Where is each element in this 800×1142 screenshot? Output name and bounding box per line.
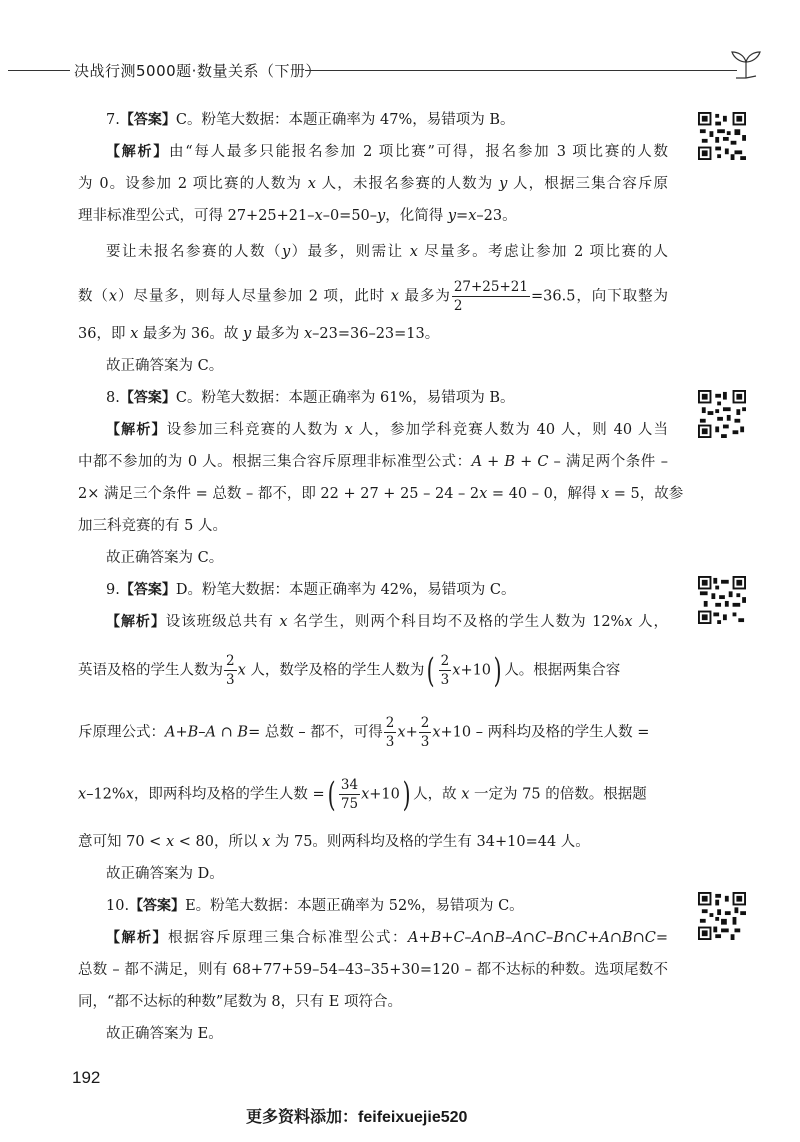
q8-analysis-line: 中都不参加的为 0 人。根据三集合容斥原理非标准型公式：A + B + C – 满足两个条件 – bbox=[78, 454, 668, 470]
q7-analysis-line: 理非标准型公式，可得 27+25+21–x–0=50–y，化简得 y=x–23。 bbox=[78, 208, 517, 224]
fraction: $\frac{2}{3}$ bbox=[440, 653, 450, 688]
q9-analysis-line: x–12%x，即两科均及格的学生人数 =( $\frac{34}{75}$ x+10) 人，故 x 一定为 75 的倍数。根据题 bbox=[78, 774, 647, 815]
q10-answer-line: 10.【答案】E。粉笔大数据：本题正确率为 52%，易错项为 C。 bbox=[106, 898, 524, 914]
running-header bbox=[0, 58, 800, 82]
fraction: $\frac{2}{3}$ bbox=[385, 715, 395, 750]
footer-note: 更多资料添加：feifeixuejie520 bbox=[246, 1107, 468, 1126]
sprout-icon bbox=[728, 42, 764, 82]
q7-analysis-line: 为 0。设参加 2 项比赛的人数为 x 人，未报名参赛的人数为 y 人，根据三集合容斥原 bbox=[78, 176, 669, 192]
q9-conclusion: 故正确答案为 D。 bbox=[106, 866, 224, 882]
q9-analysis-line: 意可知 70 < x < 80，所以 x 为 75。则两科均及格的学生有 34+10=44 人。 bbox=[78, 834, 590, 850]
q8-conclusion: 故正确答案为 C。 bbox=[106, 550, 224, 566]
q8-answer-line: 8.【答案】C。粉笔大数据：本题正确率为 61%，易错项为 B。 bbox=[106, 390, 515, 406]
q7-analysis-line: 36，即 x 最多为 36。故 y 最多为 x–23=36–23=13。 bbox=[78, 326, 440, 342]
q7-analysis-line: 【解析】由“每人最多只能报名参加 2 项比赛”可得，报名参加 3 项比赛的人数 bbox=[106, 144, 669, 160]
q9-analysis-line: 【解析】设该班级总共有 x 名学生，则两个科目均不及格的学生人数为 12%x 人， bbox=[106, 614, 669, 630]
qr-code-icon[interactable] bbox=[698, 112, 746, 160]
q8-analysis-line: 2× 满足三个条件 = 总数 – 都不，即 22 + 27 + 25 – 24 – 2x = 40 – 0，解得 x = 5，故参 bbox=[78, 486, 684, 502]
fraction: $\frac{2}{3}$ bbox=[420, 715, 430, 750]
q8-analysis-line: 【解析】设参加三科竞赛的人数为 x 人，参加学科竞赛人数为 40 人，则 40 人当 bbox=[106, 422, 668, 438]
q9-answer-line: 9.【答案】D。粉笔大数据：本题正确率为 42%，易错项为 C。 bbox=[106, 582, 516, 598]
page-number: 192 bbox=[72, 1068, 101, 1087]
qr-code-icon[interactable] bbox=[698, 576, 746, 624]
fraction: $\frac{27+25+21}{2}$ bbox=[453, 279, 528, 314]
book-title: 决战行测5000题·数量关系（下册） bbox=[74, 62, 321, 80]
qr-code-icon[interactable] bbox=[698, 390, 746, 438]
q7-conclusion: 故正确答案为 C。 bbox=[106, 358, 224, 374]
fraction: $\frac{34}{75}$ bbox=[340, 777, 359, 812]
q8-analysis-line: 加三科竞赛的有 5 人。 bbox=[78, 518, 227, 534]
q10-conclusion: 故正确答案为 E。 bbox=[106, 1026, 223, 1042]
q10-analysis-line: 同，“都不达标的种数”尾数为 8，只有 E 项符合。 bbox=[78, 994, 402, 1010]
header-rule-right bbox=[305, 70, 737, 71]
q9-analysis-line: 英语及格的学生人数为 $\frac{2}{3}$ x 人，数学及格的学生人数为( $\frac{2}{3}$ x+10) 人。根据两集合容 bbox=[78, 650, 621, 691]
fraction: $\frac{2}{3}$ bbox=[226, 653, 235, 688]
q7-analysis-line: 要让未报名参赛的人数（y）最多，则需让 x 尽量多。考虑让参加 2 项比赛的人 bbox=[106, 244, 668, 260]
q10-analysis-line: 总数 – 都不满足，则有 68+77+59–54–43–35+30=120 – 都不达标的种数。选项尾数不 bbox=[78, 962, 668, 978]
q9-analysis-line: 斥原理公式：A+B–A ∩ B= 总数 – 都不，可得 $\frac{2}{3}$ x+ $\frac{2}{3}$ x+10 – 两科均及格的学生人数 = bbox=[78, 715, 650, 750]
q7-analysis-line: 数（x）尽量多，则每人尽量参加 2 项，此时 x 最多为 $\frac{27+25+21}{2}$ =36.5，向下取整为 bbox=[78, 279, 669, 314]
header-rule-left bbox=[8, 70, 70, 71]
q7-answer-line: 7.【答案】C。粉笔大数据：本题正确率为 47%，易错项为 B。 bbox=[106, 112, 515, 128]
qr-code-icon[interactable] bbox=[698, 892, 746, 940]
q10-analysis-line: 【解析】根据容斥原理三集合标准型公式：A+B+C–A∩B–A∩C–B∩C+A∩B∩C= bbox=[106, 930, 669, 946]
